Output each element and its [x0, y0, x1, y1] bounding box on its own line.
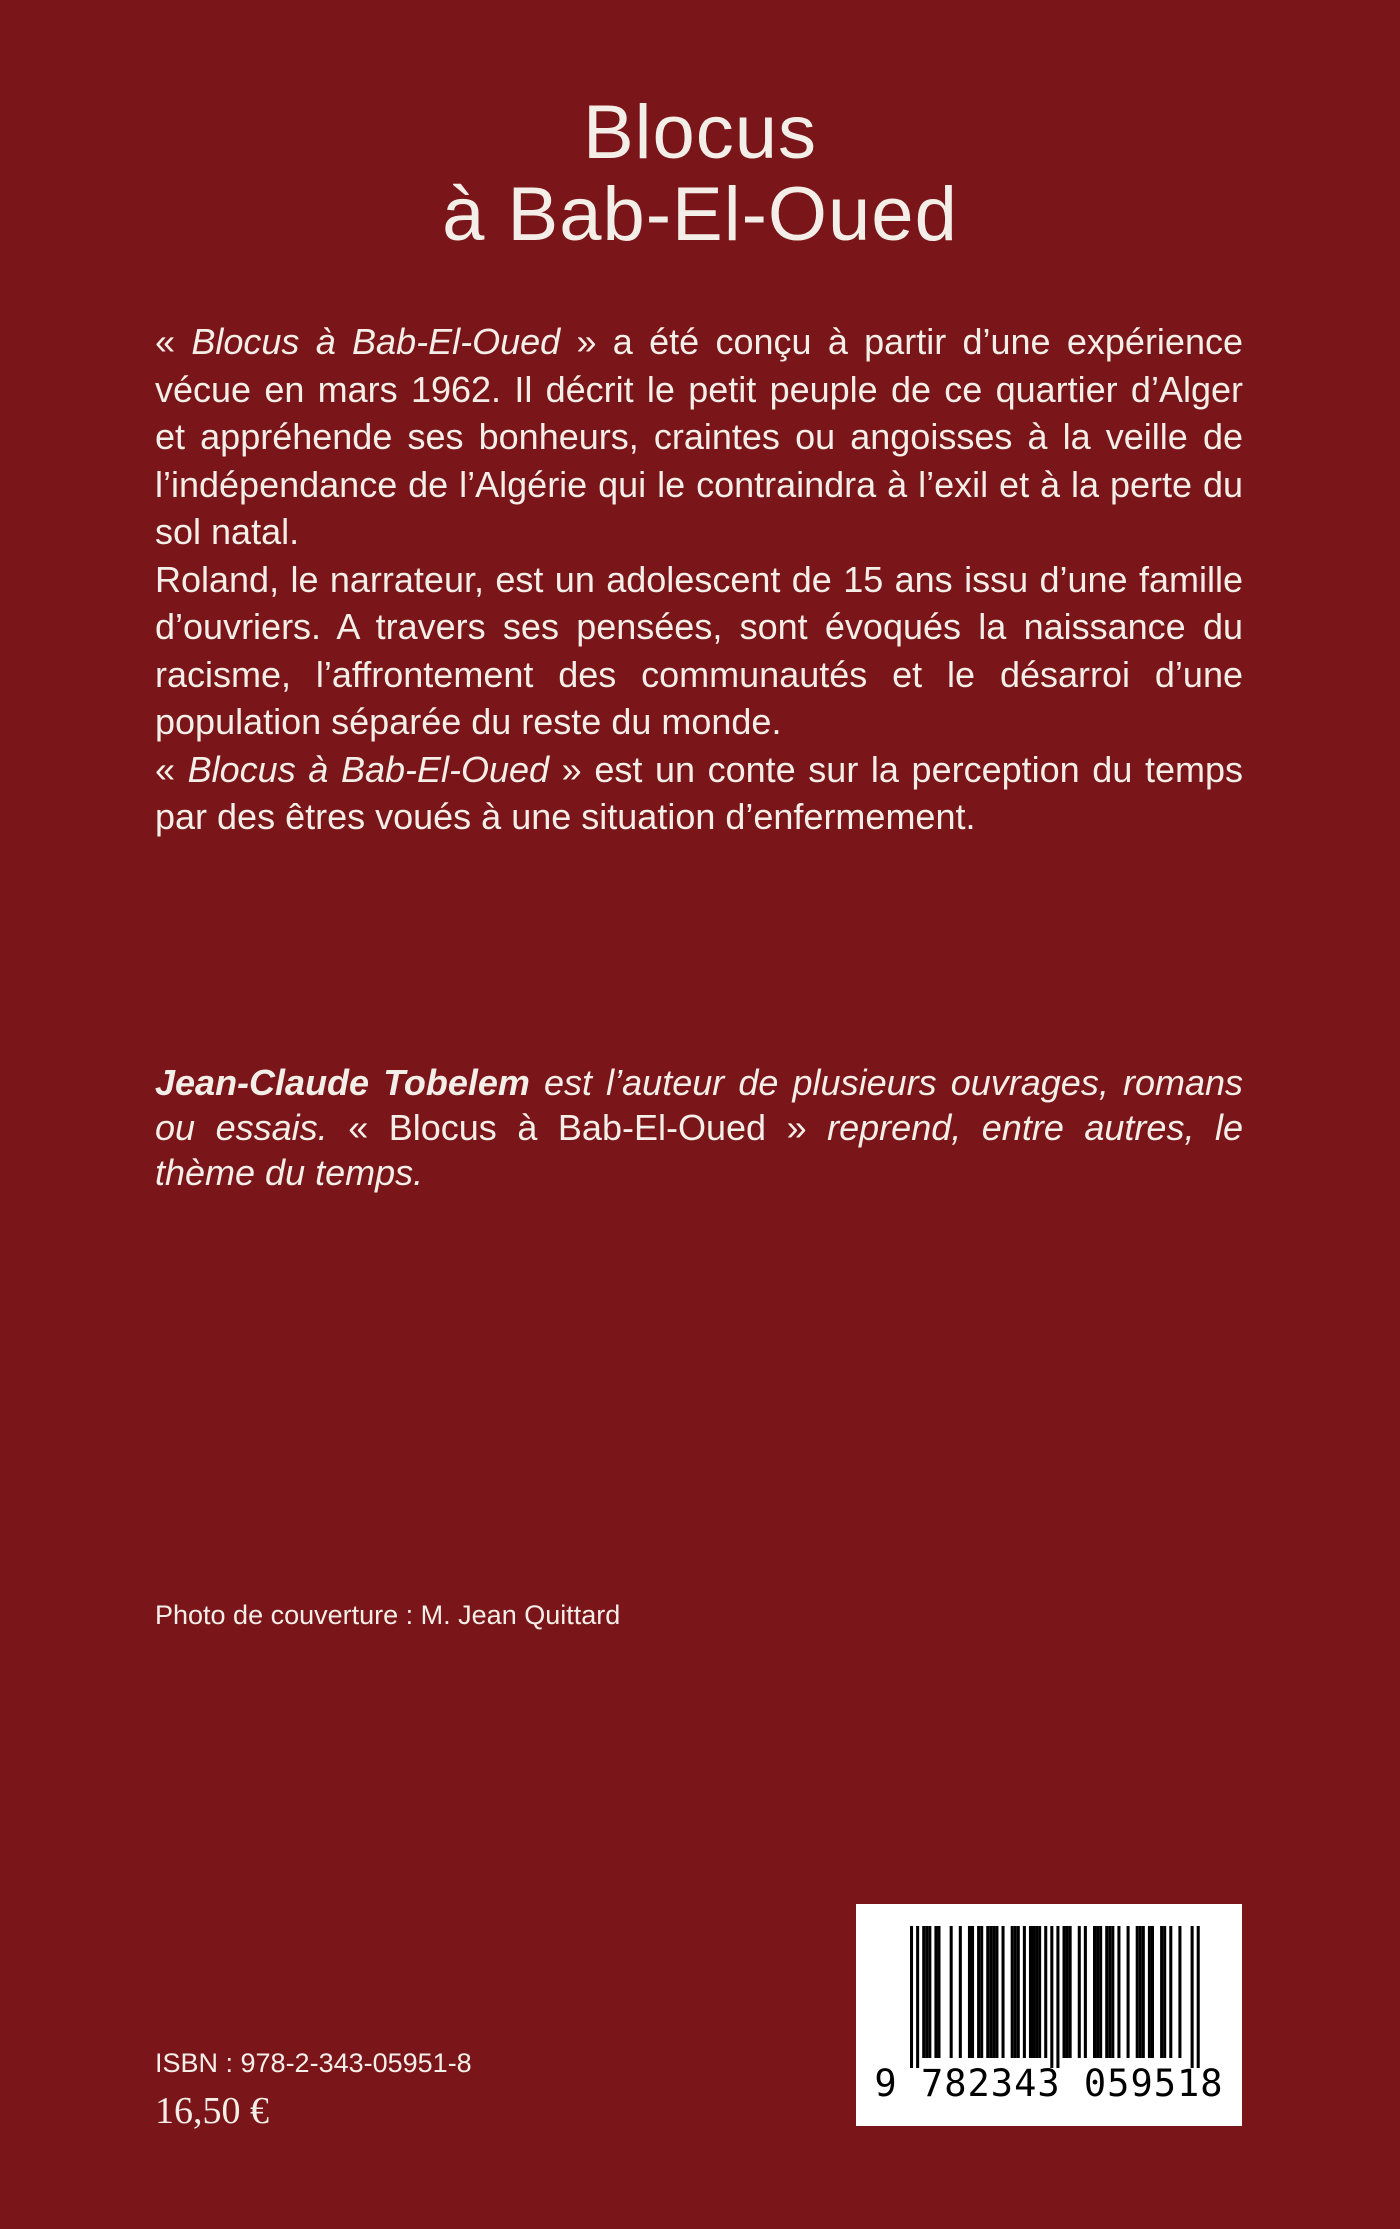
barcode-bar [1023, 1926, 1026, 2058]
barcode-bar [1014, 1926, 1017, 2058]
book-title-line-1: Blocus [582, 90, 818, 175]
barcode-bar [1002, 1926, 1005, 2058]
barcode-bar [928, 1926, 931, 2058]
barcode-bar [922, 1926, 925, 2058]
barcode-bar [989, 1926, 992, 2058]
barcode-bar [1078, 1926, 1081, 2058]
barcode-bar [1108, 1926, 1111, 2058]
barcode-bar [1191, 1926, 1194, 2068]
barcode-bar [910, 1926, 913, 2068]
barcode-bar [959, 1926, 962, 2058]
price: 16,50 € [155, 2090, 269, 2132]
barcode-bar [934, 1926, 937, 2058]
barcode-bar [916, 1926, 919, 2068]
barcode-bar [995, 1926, 998, 2058]
barcode-bar [1139, 1926, 1142, 2058]
author-bio-book-ref: « Blocus à Bab-El-Oued » [348, 1107, 807, 1148]
isbn: ISBN : 978-2-343-05951-8 [155, 2048, 472, 2078]
quote-open: « [155, 321, 192, 362]
barcode-bar [1038, 1926, 1041, 2058]
book-title-line-2: à Bab-El-Oued [442, 172, 958, 257]
barcode-bar [1105, 1926, 1108, 2058]
barcode-bar [1093, 1926, 1096, 2058]
author-bio-text: est l’auteur de plusieurs ouvrages, romans ou essais. [155, 1062, 1243, 1148]
synopsis [155, 318, 1243, 841]
synopsis-text: » a été conçu à partir d’une expérience vécue en mars 1962. Il décrit le petit peuple de ce quartier d’Alger et appréhende ses bonheurs, craintes ou angoisses à la veille de l’indépendance de l’Algérie qui le contraindra à l’exil et à la perte du sol natal. [155, 321, 1243, 552]
barcode-bar [1096, 1926, 1099, 2058]
barcode-bar [925, 1926, 928, 2058]
barcode-bar [1069, 1926, 1072, 2058]
synopsis-paragraph-2: Roland, le narrateur, est un adolescent de 15 ans issu d’une famille d’ouvriers. A travers ses pensées, sont évoqués la naissance du racisme, l’affrontement des communautés et le désarroi d’une population séparée du reste du monde. [155, 558, 1243, 742]
barcode-bar [1117, 1926, 1120, 2058]
author-bio [155, 1060, 1243, 1195]
barcode-bar [1163, 1926, 1166, 2058]
barcode-bar [977, 1926, 980, 2058]
barcode-bar [1142, 1926, 1145, 2058]
barcode-bar [1111, 1926, 1114, 2058]
barcode-bar [1099, 1926, 1102, 2058]
photo-credit: Photo de couverture : M. Jean Quittard [155, 1600, 621, 1630]
barcode-bar [1050, 1926, 1053, 2068]
barcode-bar [1169, 1926, 1172, 2058]
barcode-bar [1136, 1926, 1139, 2058]
barcode-bar [1066, 1926, 1069, 2058]
quote-open: « [155, 748, 188, 790]
barcode [856, 1904, 1242, 2126]
barcode-bar [1063, 1926, 1066, 2058]
barcode-bar [971, 1926, 974, 2058]
barcode-bar [968, 1926, 971, 2058]
barcode-bar [1011, 1926, 1014, 2058]
barcode-bar [992, 1926, 995, 2058]
barcode-bar [950, 1926, 953, 2058]
barcode-bar [937, 1926, 940, 2058]
barcode-bar [1127, 1926, 1130, 2058]
barcode-bar [1178, 1926, 1181, 2058]
barcode-bar [986, 1926, 989, 2058]
barcode-bar [1197, 1926, 1200, 2068]
synopsis-paragraph-1 [155, 318, 1243, 556]
barcode-bar [1084, 1926, 1087, 2058]
barcode-bar [1017, 1926, 1020, 2058]
synopsis-book-title: Blocus à Bab-El-Oued [187, 748, 550, 790]
author-bio-text: reprend, entre autres, le thème du temps. [155, 1107, 1244, 1193]
barcode-bar [1160, 1926, 1163, 2058]
barcode-bar [1029, 1926, 1032, 2058]
barcode-bar [1044, 1926, 1047, 2058]
barcode-bar [1035, 1926, 1038, 2058]
barcode-bar [1148, 1926, 1151, 2058]
synopsis-text: » est un conte sur la perception du temps par des êtres voués à une situation d’enfermement. [155, 748, 1243, 837]
synopsis-book-title: Blocus à Bab-El-Oued [191, 321, 561, 362]
barcode-bar [980, 1926, 983, 2058]
synopsis-paragraph-3 [155, 746, 1243, 841]
barcode-bar [1056, 1926, 1059, 2068]
barcode-bar [1151, 1926, 1154, 2058]
book-title [0, 92, 1400, 256]
author-name: Jean-Claude Tobelem [155, 1062, 530, 1103]
barcode-digits: 9 782343 059518 [874, 2062, 1224, 2105]
barcode-bar [1032, 1926, 1035, 2058]
